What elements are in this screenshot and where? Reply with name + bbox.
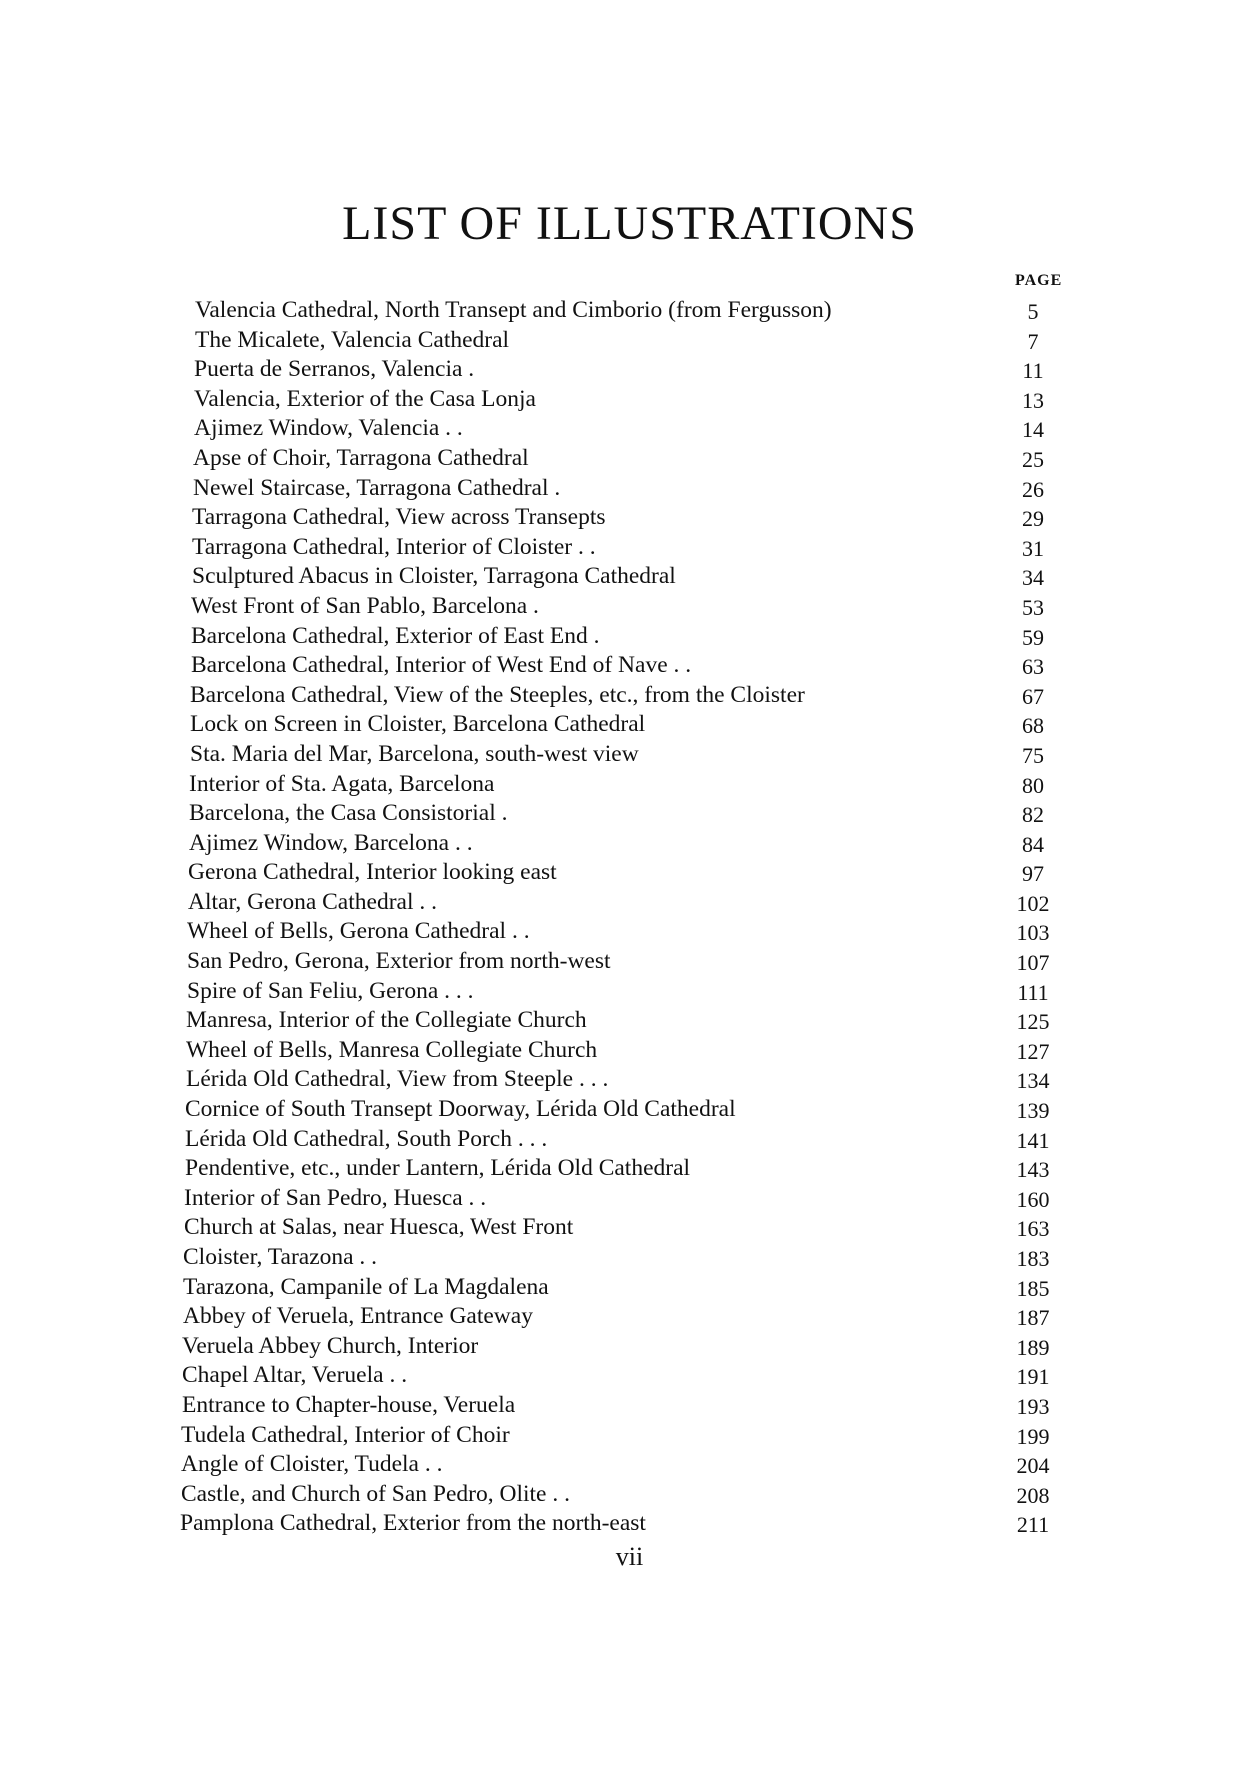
illustration-title: Valencia Cathedral, North Transept and Cimborio (from Fergusson): [195, 297, 832, 323]
list-item: [0, 1154, 1259, 1184]
illustration-title: Chapel Altar, Veruela . .: [182, 1362, 408, 1389]
illustration-title: San Pedro, Gerona, Exterior from north-west: [187, 948, 611, 975]
illustration-page-number: 67: [1022, 683, 1044, 709]
list-item: [0, 1391, 1259, 1421]
list-item: [0, 947, 1259, 977]
illustration-page-number: 80: [1022, 772, 1044, 798]
illustration-page-number: 31: [1022, 535, 1044, 561]
illustration-page-number: 34: [1022, 565, 1044, 591]
illustration-page-number: 187: [1016, 1305, 1050, 1331]
illustration-title: Valencia, Exterior of the Casa Lonja: [194, 385, 536, 412]
illustration-title: Veruela Abbey Church, Interior: [182, 1332, 479, 1359]
illustration-page-number: 127: [1016, 1038, 1050, 1064]
illustration-title: Altar, Gerona Cathedral . .: [188, 888, 437, 915]
list-item: [0, 296, 1259, 326]
illustration-page-number: 7: [1027, 328, 1039, 354]
illustration-title: Puerta de Serranos, Valencia .: [194, 356, 475, 383]
illustration-page-number: 59: [1022, 624, 1044, 650]
illustration-title: Barcelona Cathedral, Interior of West End of Nave . .: [191, 652, 692, 679]
list-item: [0, 533, 1259, 563]
illustration-page-number: 82: [1022, 802, 1044, 828]
illustration-title: Angle of Cloister, Tudela . .: [181, 1451, 443, 1478]
illustration-title: Wheel of Bells, Gerona Cathedral . .: [187, 918, 530, 945]
list-item: [0, 651, 1259, 681]
list-item: [0, 1509, 1259, 1539]
illustration-page-number: 191: [1016, 1364, 1050, 1390]
list-item: [0, 710, 1259, 740]
list-item: [0, 1302, 1259, 1332]
list-item: [0, 414, 1259, 444]
illustration-page-number: 208: [1016, 1482, 1050, 1508]
illustration-page-number: 125: [1016, 1009, 1050, 1035]
list-item: [0, 858, 1259, 888]
illustration-page-number: 103: [1016, 920, 1050, 946]
illustration-page-number: 139: [1016, 1098, 1050, 1124]
list-item: [0, 1273, 1259, 1303]
illustrations-list: [0, 296, 1259, 1539]
illustration-title: Apse of Choir, Tarragona Cathedral: [193, 444, 529, 471]
illustration-page-number: 75: [1022, 742, 1044, 768]
list-item: [0, 829, 1259, 859]
illustration-title: Ajimez Window, Valencia . .: [194, 415, 463, 442]
illustration-title: Sta. Maria del Mar, Barcelona, south-west view: [190, 740, 639, 767]
illustration-title: Gerona Cathedral, Interior looking east: [188, 859, 557, 886]
list-item: [0, 1361, 1259, 1391]
illustration-page-number: 5: [1027, 299, 1039, 324]
page-title: LIST OF ILLUSTRATIONS: [342, 197, 917, 250]
illustration-title: West Front of San Pablo, Barcelona .: [191, 592, 539, 619]
list-item: [0, 1184, 1259, 1214]
illustration-page-number: 189: [1016, 1334, 1050, 1360]
illustration-title: Church at Salas, near Huesca, West Front: [184, 1214, 574, 1241]
illustration-page-number: 25: [1022, 446, 1044, 472]
list-item: [0, 592, 1259, 622]
illustration-page-number: 199: [1016, 1423, 1050, 1449]
illustration-page-number: 211: [1016, 1512, 1050, 1538]
list-item: [0, 1036, 1259, 1066]
illustration-page-number: 183: [1016, 1246, 1050, 1271]
illustration-page-number: 141: [1016, 1127, 1050, 1153]
illustration-title: Ajimez Window, Barcelona . .: [189, 829, 473, 856]
illustration-title: Interior of San Pedro, Huesca . .: [184, 1184, 487, 1211]
illustration-title: Tarragona Cathedral, Interior of Cloister . .: [192, 533, 596, 560]
list-item: [0, 1065, 1259, 1095]
illustration-title: Cloister, Tarazona . .: [183, 1244, 378, 1270]
illustration-page-number: 160: [1016, 1186, 1050, 1212]
illustration-page-number: 53: [1022, 594, 1044, 620]
illustration-page-number: 163: [1016, 1216, 1050, 1242]
illustration-page-number: 107: [1016, 950, 1050, 976]
list-item: [0, 355, 1259, 385]
illustration-title: Pendentive, etc., under Lantern, Lérida Old Cathedral: [185, 1155, 691, 1182]
illustration-title: Barcelona Cathedral, Exterior of East End .: [191, 622, 600, 649]
illustration-page-number: 13: [1022, 387, 1044, 413]
illustration-title: Newel Staircase, Tarragona Cathedral .: [193, 474, 561, 501]
illustration-title: Cornice of South Transept Doorway, Lérida Old Cathedral: [185, 1096, 736, 1123]
page-column-label: PAGE: [1015, 272, 1063, 289]
illustration-title: Lérida Old Cathedral, South Porch . . .: [185, 1125, 548, 1152]
list-item: [0, 740, 1259, 770]
illustration-page-number: 193: [1016, 1393, 1050, 1419]
list-item: [0, 799, 1259, 829]
list-item: [0, 681, 1259, 711]
illustration-page-number: 14: [1022, 417, 1044, 443]
list-item: [0, 474, 1259, 504]
illustration-page-number: 11: [1022, 358, 1044, 384]
list-item: [0, 503, 1259, 533]
list-item: [0, 444, 1259, 474]
list-item: [0, 917, 1259, 947]
illustration-title: Wheel of Bells, Manresa Collegiate Church: [186, 1036, 598, 1063]
illustration-page-number: 204: [1016, 1453, 1050, 1479]
list-item: [0, 1243, 1259, 1273]
list-item: [0, 326, 1259, 356]
illustration-title: Sculptured Abacus in Cloister, Tarragona Cathedral: [192, 563, 676, 590]
list-item: [0, 1450, 1259, 1480]
list-item: [0, 977, 1259, 1007]
list-item: [0, 1480, 1259, 1510]
illustration-page-number: 185: [1016, 1275, 1050, 1301]
illustration-page-number: 63: [1022, 654, 1044, 680]
illustration-title: Spire of San Feliu, Gerona . . .: [187, 977, 474, 1004]
illustration-page-number: 29: [1022, 506, 1044, 532]
illustration-title: Abbey of Veruela, Entrance Gateway: [183, 1303, 533, 1330]
illustration-page-number: 97: [1022, 861, 1044, 887]
list-item: [0, 1006, 1259, 1036]
illustration-title: Lérida Old Cathedral, View from Steeple . . .: [186, 1066, 609, 1093]
illustration-title: Tudela Cathedral, Interior of Choir: [181, 1421, 510, 1448]
illustration-title: Tarragona Cathedral, View across Transepts: [192, 504, 606, 531]
list-item: [0, 1125, 1259, 1155]
list-item: [0, 385, 1259, 415]
list-item: [0, 1332, 1259, 1362]
list-item: [0, 1421, 1259, 1451]
illustration-title: Interior of Sta. Agata, Barcelona: [189, 770, 495, 797]
illustration-title: Pamplona Cathedral, Exterior from the north-east: [180, 1510, 646, 1537]
illustration-title: The Micalete, Valencia Cathedral: [195, 326, 510, 353]
illustration-title: Tarazona, Campanile of La Magdalena: [183, 1273, 549, 1300]
illustration-page-number: 84: [1022, 831, 1044, 857]
illustration-title: Barcelona Cathedral, View of the Steeples, etc., from the Cloister: [190, 681, 805, 708]
page-folio: vii: [615, 1542, 644, 1571]
list-item: [0, 622, 1259, 652]
list-item: [0, 1213, 1259, 1243]
illustration-page-number: 134: [1016, 1068, 1050, 1094]
illustration-page-number: 26: [1022, 476, 1044, 502]
illustration-title: Entrance to Chapter-house, Veruela: [182, 1391, 516, 1418]
illustration-page-number: 143: [1016, 1157, 1050, 1183]
illustration-title: Castle, and Church of San Pedro, Olite . .: [181, 1480, 570, 1507]
illustration-page-number: 111: [1017, 979, 1049, 1005]
list-item: [0, 1095, 1259, 1125]
list-item: [0, 562, 1259, 592]
illustration-page-number: 102: [1016, 890, 1050, 916]
illustration-title: Manresa, Interior of the Collegiate Church: [186, 1007, 587, 1034]
list-item: [0, 888, 1259, 918]
illustration-title: Lock on Screen in Cloister, Barcelona Cathedral: [190, 711, 646, 738]
list-item: [0, 770, 1259, 800]
illustration-title: Barcelona, the Casa Consistorial .: [189, 800, 508, 827]
illustration-page-number: 68: [1022, 713, 1044, 739]
